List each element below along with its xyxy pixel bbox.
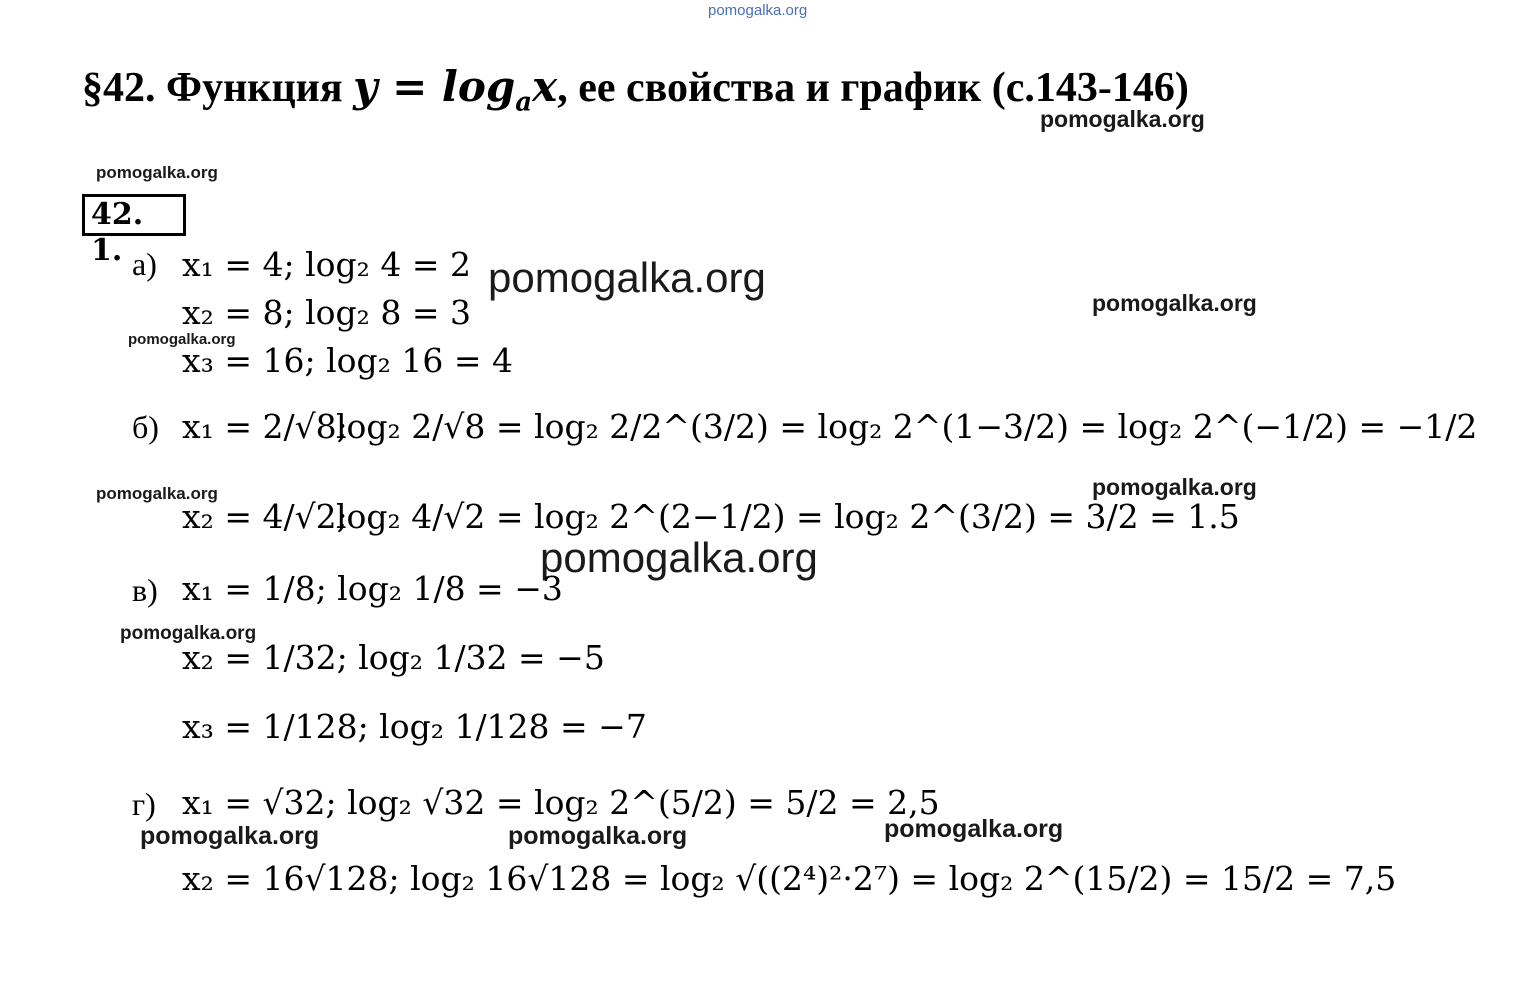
- equation-a1: x₁ = 4; log₂ 4 = 2: [182, 245, 471, 284]
- title-math-y: y = log: [353, 62, 516, 111]
- equation-g2: x₂ = 16√128; log₂ 16√128 = log₂ √((2⁴)²·2⁷) = log₂ 2^(15/2) = 15/2 = 7,5: [182, 859, 1397, 898]
- title-suffix: , ее свойства и график (с.143-146): [557, 65, 1189, 111]
- watermark: pomogalka.org: [1092, 290, 1257, 316]
- equation-v1: x₁ = 1/8; log₂ 1/8 = −3: [182, 569, 563, 608]
- watermark: pomogalka.org: [128, 331, 236, 348]
- watermark-top: pomogalka.org: [708, 2, 808, 19]
- part-label-a: а): [132, 246, 157, 282]
- equation-b2-x: x₂ = 4/√2;: [182, 497, 348, 536]
- equation-b1-x: x₁ = 2/√8;: [182, 407, 348, 446]
- equation-v2: x₂ = 1/32; log₂ 1/32 = −5: [182, 638, 605, 677]
- watermark: pomogalka.org: [488, 254, 766, 301]
- title-math-x: x: [532, 62, 558, 111]
- watermark: pomogalka.org: [1092, 474, 1257, 500]
- watermark: pomogalka.org: [96, 163, 218, 182]
- equation-b1-rest: log₂ 2/√8 = log₂ 2/2^(3/2) = log₂ 2^(1−3/2) = log₂ 2^(−1/2) = −1/2: [336, 407, 1478, 446]
- page-title: [82, 62, 1189, 117]
- problem-number: 42. 1.: [82, 194, 186, 236]
- equation-a3: x₃ = 16; log₂ 16 = 4: [182, 341, 513, 380]
- equation-v3: x₃ = 1/128; log₂ 1/128 = −7: [182, 707, 647, 746]
- watermark: pomogalka.org: [96, 484, 218, 503]
- equation-b2-rest: log₂ 4/√2 = log₂ 2^(2−1/2) = log₂ 2^(3/2) = 3/2 = 1.5: [336, 497, 1240, 536]
- title-prefix: §42. Функция: [82, 65, 354, 111]
- watermark: pomogalka.org: [1040, 106, 1205, 132]
- watermark: pomogalka.org: [120, 623, 257, 644]
- part-label-v: в): [132, 572, 158, 608]
- watermark: pomogalka.org: [140, 822, 320, 850]
- watermark: pomogalka.org: [540, 534, 818, 581]
- watermark: pomogalka.org: [884, 815, 1064, 843]
- watermark: pomogalka.org: [508, 822, 688, 850]
- equation-g1: x₁ = √32; log₂ √32 = log₂ 2^(5/2) = 5/2 = 2,5: [182, 783, 940, 822]
- title-math-base: a: [515, 87, 533, 118]
- part-label-g: г): [132, 786, 156, 822]
- equation-a2: x₂ = 8; log₂ 8 = 3: [182, 293, 471, 332]
- part-label-b: б): [132, 409, 159, 445]
